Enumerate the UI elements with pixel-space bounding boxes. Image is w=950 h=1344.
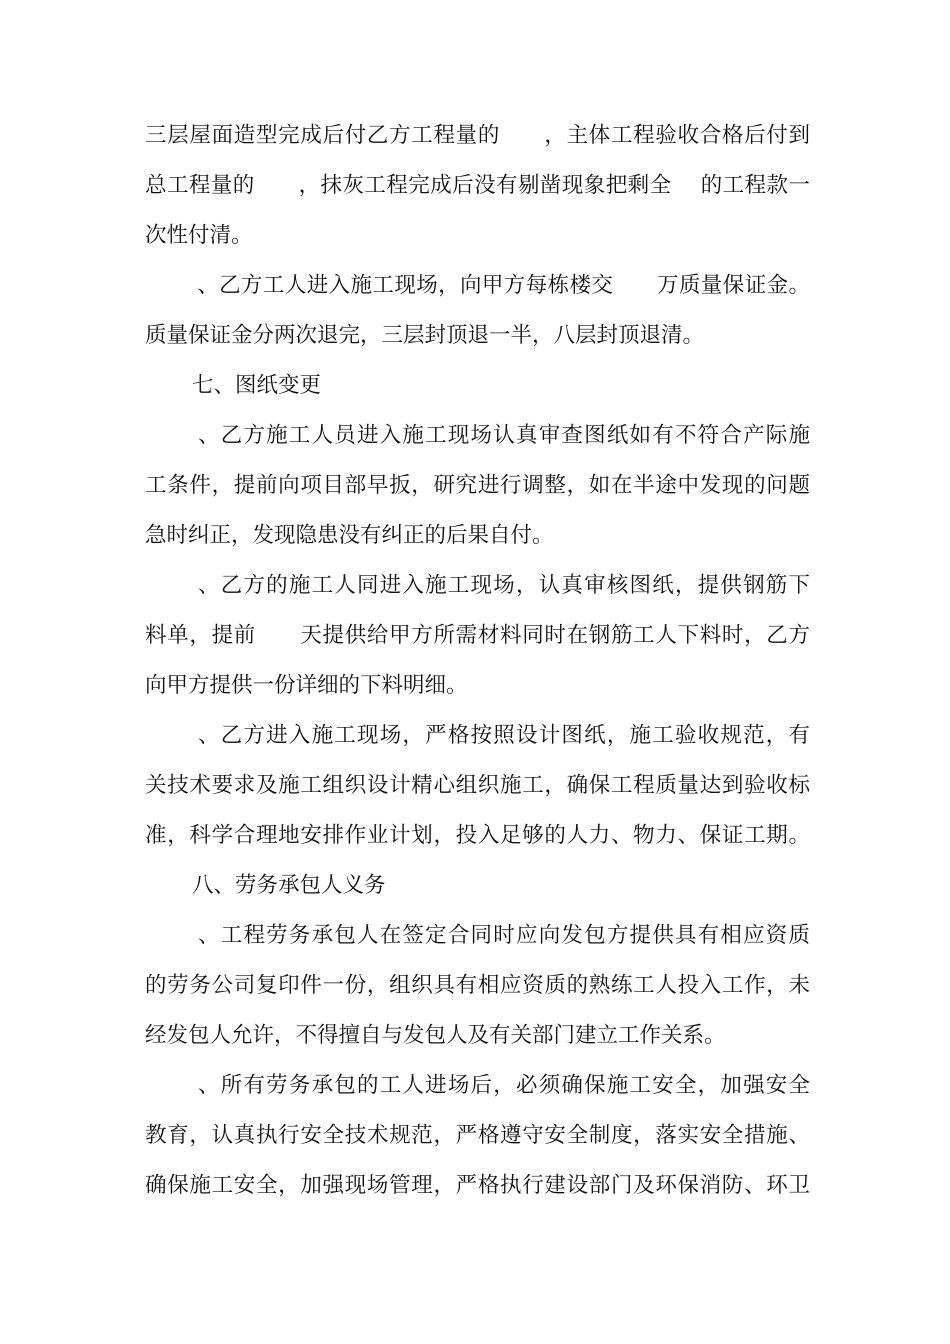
paragraph-line: 、所有劳务承包的工人进场后，必须确保施工安全，加强安全 xyxy=(190,1073,810,1098)
paragraph-line: 的劳务公司复印件一份，组织具有相应资质的熟练工人投入工作，未 xyxy=(145,973,810,998)
paragraph-line: 准，科学合理地安排作业计划，投入足够的人力、物力、保证工期。 xyxy=(145,823,810,848)
paragraph-line: 三层屋面造型完成后付乙方工程量的 ，主体工程验收合格后付到 xyxy=(145,123,810,148)
paragraph-line: 料单，提前 天提供给甲方所需材料同时在钢筋工人下料时，乙方 xyxy=(145,623,810,648)
paragraph-line: 确保施工安全，加强现场管理，严格执行建设部门及环保消防、环卫 xyxy=(145,1173,810,1198)
paragraph-line: 、乙方的施工人同进入施工现场，认真审核图纸，提供钢筋下 xyxy=(190,573,810,598)
paragraph-line: 教育，认真执行安全技术规范，严格遵守安全制度，落实安全措施、 xyxy=(145,1123,810,1148)
section-heading: 八、劳务承包人义务 xyxy=(192,873,386,898)
paragraph-line: 关技术要求及施工组织设计精心组织施工，确保工程质量达到验收标 xyxy=(145,773,810,798)
paragraph-line: 、乙方进入施工现场，严格按照设计图纸，施工验收规范，有 xyxy=(190,723,810,748)
paragraph-line: 质量保证金分两次退完，三层封顶退一半，八层封顶退清。 xyxy=(145,323,705,348)
paragraph-line: 工条件，提前向项目部早扳，研究进行调整，如在半途中发现的问题 xyxy=(145,473,810,498)
paragraph-line: 经发包人允许，不得擅自与发包人及有关部门建立工作关系。 xyxy=(145,1023,726,1048)
paragraph-line: 向甲方提供一份详细的下料明细。 xyxy=(145,673,468,698)
paragraph-line: 、乙方工人进入施工现场，向甲方每栋楼交 万质量保证金。 xyxy=(190,273,810,298)
section-heading: 七、图纸变更 xyxy=(192,373,322,398)
paragraph-line: 总工程量的 ，抹灰工程完成后没有剔凿现象把剩全 的工程款一 xyxy=(145,173,810,198)
paragraph-line: 、工程劳务承包人在签定合同时应向发包方提供具有相应资质 xyxy=(190,923,810,948)
paragraph-line: 、乙方施工人员进入施工现场认真审查图纸如有不符合产际施 xyxy=(190,423,810,448)
paragraph-line: 急时纠正，发现隐患没有纠正的后果自付。 xyxy=(145,523,554,548)
paragraph-line: 次性付清。 xyxy=(145,223,253,248)
